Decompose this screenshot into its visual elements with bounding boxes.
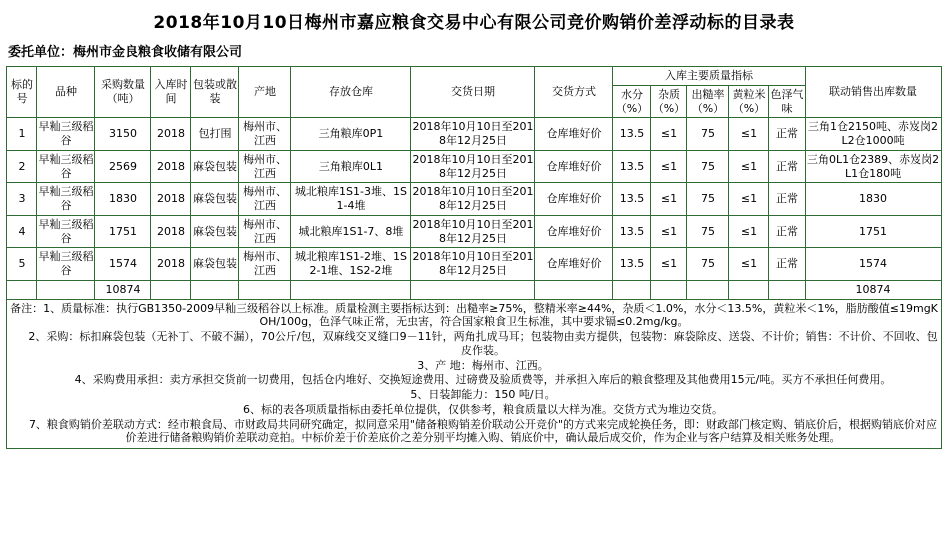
cell-moisture: 13.5 <box>613 118 651 151</box>
cell-variety: 早籼三级稻谷 <box>37 118 95 151</box>
cell-delivery-method: 仓库堆好价 <box>535 150 613 183</box>
cell-yellow-rice: ≤1 <box>729 183 769 216</box>
cell-warehouse: 城北粮库1S1-3堆、1S1-4堆 <box>291 183 411 216</box>
cell-delivery-date: 2018年10月10日至2018年12月25日 <box>411 248 535 281</box>
cell-color-smell: 正常 <box>769 118 805 151</box>
cell-linked-sale: 三角1仓2150吨、赤岌岗2L2仓1000吨 <box>805 118 941 151</box>
th-variety: 品种 <box>37 67 95 118</box>
cell-packing: 麻袋包装 <box>191 150 239 183</box>
cell-warehouse: 三角粮库0P1 <box>291 118 411 151</box>
note-line-7: 7、粮食购销价差联动方式：经市粮食局、市财政局共同研究确定，拟同意采用"储备粮购销差价联动公开竞价"的方式来完成轮换任务，即：财政部门核定购、销底价后，根据购销底价对应价差进行储备粮购销价差联动竞拍。中标价差于价差底价之差分别平均摊入购、销底价中，确认最后成交价，作为企业与客户结算及相关账务处理。 <box>28 417 938 445</box>
cell-variety: 早籼三级稻谷 <box>37 183 95 216</box>
cell-yellow-rice: ≤1 <box>729 118 769 151</box>
cell-linked-sale: 1830 <box>805 183 941 216</box>
th-quantity: 采购数量（吨） <box>95 67 151 118</box>
th-delivery-method: 交货方式 <box>535 67 613 118</box>
cell-variety: 早籼三级稻谷 <box>37 248 95 281</box>
table-notes-row <box>7 299 941 449</box>
cell-packing: 麻袋包装 <box>191 215 239 248</box>
cell-storage-time: 2018 <box>151 183 191 216</box>
table-row <box>7 150 941 183</box>
cell-total-quantity: 10874 <box>95 280 151 299</box>
th-packing: 包装或散装 <box>191 67 239 118</box>
cell-origin: 梅州市、江西 <box>239 150 291 183</box>
cell-packing: 麻袋包装 <box>191 183 239 216</box>
table-row <box>7 183 941 216</box>
th-milled-rate: 出糙率（%） <box>687 85 729 118</box>
th-origin: 产地 <box>239 67 291 118</box>
cell-origin: 梅州市、江西 <box>239 248 291 281</box>
cell-index: 2 <box>7 150 37 183</box>
cell-variety: 早籼三级稻谷 <box>37 215 95 248</box>
cell-storage-time: 2018 <box>151 150 191 183</box>
cell-warehouse: 城北粮库1S1-7、8堆 <box>291 215 411 248</box>
th-impurity: 杂质（%） <box>651 85 687 118</box>
cell-delivery-method: 仓库堆好价 <box>535 248 613 281</box>
cell-linked-sale: 1574 <box>805 248 941 281</box>
th-delivery-date: 交货日期 <box>411 67 535 118</box>
th-storage-time: 入库时间 <box>151 67 191 118</box>
cell-milled-rate: 75 <box>687 183 729 216</box>
cell-storage-time: 2018 <box>151 118 191 151</box>
cell-moisture: 13.5 <box>613 183 651 216</box>
cell-milled-rate: 75 <box>687 215 729 248</box>
note-line-5: 5、日装卸能力：150 吨/日。 <box>410 388 556 401</box>
cell-moisture: 13.5 <box>613 150 651 183</box>
cell-yellow-rice: ≤1 <box>729 150 769 183</box>
table-row <box>7 248 941 281</box>
cell-quantity: 1830 <box>95 183 151 216</box>
cell-quantity: 1574 <box>95 248 151 281</box>
th-moisture: 水分（%） <box>613 85 651 118</box>
cell-impurity: ≤1 <box>651 118 687 151</box>
cell-moisture: 13.5 <box>613 248 651 281</box>
th-color-smell: 色泽气味 <box>769 85 805 118</box>
cell-impurity: ≤1 <box>651 215 687 248</box>
cell-total-blank-moisture <box>613 280 651 299</box>
cell-impurity: ≤1 <box>651 248 687 281</box>
cell-impurity: ≤1 <box>651 150 687 183</box>
cell-color-smell: 正常 <box>769 183 805 216</box>
cell-variety: 早籼三级稻谷 <box>37 150 95 183</box>
cell-yellow-rice: ≤1 <box>729 248 769 281</box>
notes-block <box>7 299 941 449</box>
note-line-4: 4、采购费用承担：卖方承担交货前一切费用，包括仓内堆好、交换短途费用、过磅费及验质费等，并承担入库后的粮食整理及其他费用15元/吨。买方不承担任何费用。 <box>74 373 892 387</box>
cell-index: 3 <box>7 183 37 216</box>
cell-total-blank-color <box>769 280 805 299</box>
th-quality-group: 入库主要质量指标 <box>613 67 805 86</box>
cell-delivery-method: 仓库堆好价 <box>535 118 613 151</box>
table-row <box>7 118 941 151</box>
th-linked-sale: 联动销售出库数量 <box>805 67 941 118</box>
cell-delivery-date: 2018年10月10日至2018年12月25日 <box>411 215 535 248</box>
cell-total-blank-index <box>7 280 37 299</box>
cell-quantity: 1751 <box>95 215 151 248</box>
cell-quantity: 2569 <box>95 150 151 183</box>
cell-delivery-method: 仓库堆好价 <box>535 183 613 216</box>
bid-items-table <box>6 66 941 449</box>
table-row <box>7 215 941 248</box>
cell-linked-sale: 1751 <box>805 215 941 248</box>
cell-milled-rate: 75 <box>687 118 729 151</box>
cell-milled-rate: 75 <box>687 248 729 281</box>
cell-total-blank-milled <box>687 280 729 299</box>
cell-warehouse: 三角粮库0L1 <box>291 150 411 183</box>
cell-index: 4 <box>7 215 37 248</box>
cell-total-linked-sale: 10874 <box>805 280 941 299</box>
cell-index: 5 <box>7 248 37 281</box>
note-line-1: 备注：1、质量标准：执行GB1350-2009早籼三级稻谷以上标准。质量检测主要指标达到：出糙率≥75%，整精米率≥44%，杂质＜1.0%，水分＜13.5%，黄粒米＜1%，脂肪酸值≤19mgKOH/100g，色泽气味正常，无虫害，符合国家粮食卫生标准，其中要求镉≤0.2mg/kg。 <box>10 301 938 329</box>
cell-moisture: 13.5 <box>613 215 651 248</box>
cell-packing: 包打围 <box>191 118 239 151</box>
note-line-3: 3、产 地：梅州市、江西。 <box>417 358 549 372</box>
cell-total-blank-warehouse <box>291 280 411 299</box>
cell-total-blank-yellow <box>729 280 769 299</box>
note-line-6: 6、标的表各项质量指标由委托单位提供，仅供参考，粮食质量以大样为准。交货方式为堆边交货。 <box>243 402 723 416</box>
cell-storage-time: 2018 <box>151 248 191 281</box>
cell-quantity: 3150 <box>95 118 151 151</box>
cell-impurity: ≤1 <box>651 183 687 216</box>
th-warehouse: 存放仓库 <box>291 67 411 118</box>
table-total-row <box>7 280 941 299</box>
cell-total-blank-delivery-date <box>411 280 535 299</box>
cell-linked-sale: 三角0L1仓2389、赤岌岗2L1仓180吨 <box>805 150 941 183</box>
cell-delivery-date: 2018年10月10日至2018年12月25日 <box>411 150 535 183</box>
page-title: 2018年10月10日梅州市嘉应粮食交易中心有限公司竞价购销价差浮动标的目录表 <box>153 13 795 33</box>
cell-packing: 麻袋包装 <box>191 248 239 281</box>
cell-delivery-method: 仓库堆好价 <box>535 215 613 248</box>
cell-total-blank-origin <box>239 280 291 299</box>
cell-color-smell: 正常 <box>769 215 805 248</box>
cell-index: 1 <box>7 118 37 151</box>
cell-delivery-date: 2018年10月10日至2018年12月25日 <box>411 118 535 151</box>
cell-total-blank-packing <box>191 280 239 299</box>
entrust-unit-label: 委托单位：梅州市金良粮食收储有限公司 <box>8 45 243 60</box>
cell-delivery-date: 2018年10月10日至2018年12月25日 <box>411 183 535 216</box>
cell-yellow-rice: ≤1 <box>729 215 769 248</box>
cell-total-blank-impurity <box>651 280 687 299</box>
cell-color-smell: 正常 <box>769 248 805 281</box>
cell-total-blank-storage <box>151 280 191 299</box>
note-line-2: 2、采购：标扣麻袋包装（无补丁、不破不漏），70公斤/包，双麻线交叉缝口9－11针，两角扎成马耳；包装物由卖方提供，包装物：麻袋除皮、送袋、不计价；销售：不计价、不回收、包皮作装。 <box>28 330 938 357</box>
cell-total-blank-variety <box>37 280 95 299</box>
cell-warehouse: 城北粮库1S1-2堆、1S2-1堆、1S2-2堆 <box>291 248 411 281</box>
cell-storage-time: 2018 <box>151 215 191 248</box>
cell-origin: 梅州市、江西 <box>239 215 291 248</box>
th-index: 标的号 <box>7 67 37 118</box>
cell-total-blank-delivery-method <box>535 280 613 299</box>
cell-origin: 梅州市、江西 <box>239 118 291 151</box>
cell-origin: 梅州市、江西 <box>239 183 291 216</box>
th-yellow-rice: 黄粒米（%） <box>729 85 769 118</box>
cell-color-smell: 正常 <box>769 150 805 183</box>
cell-milled-rate: 75 <box>687 150 729 183</box>
table-header-row <box>7 67 941 86</box>
